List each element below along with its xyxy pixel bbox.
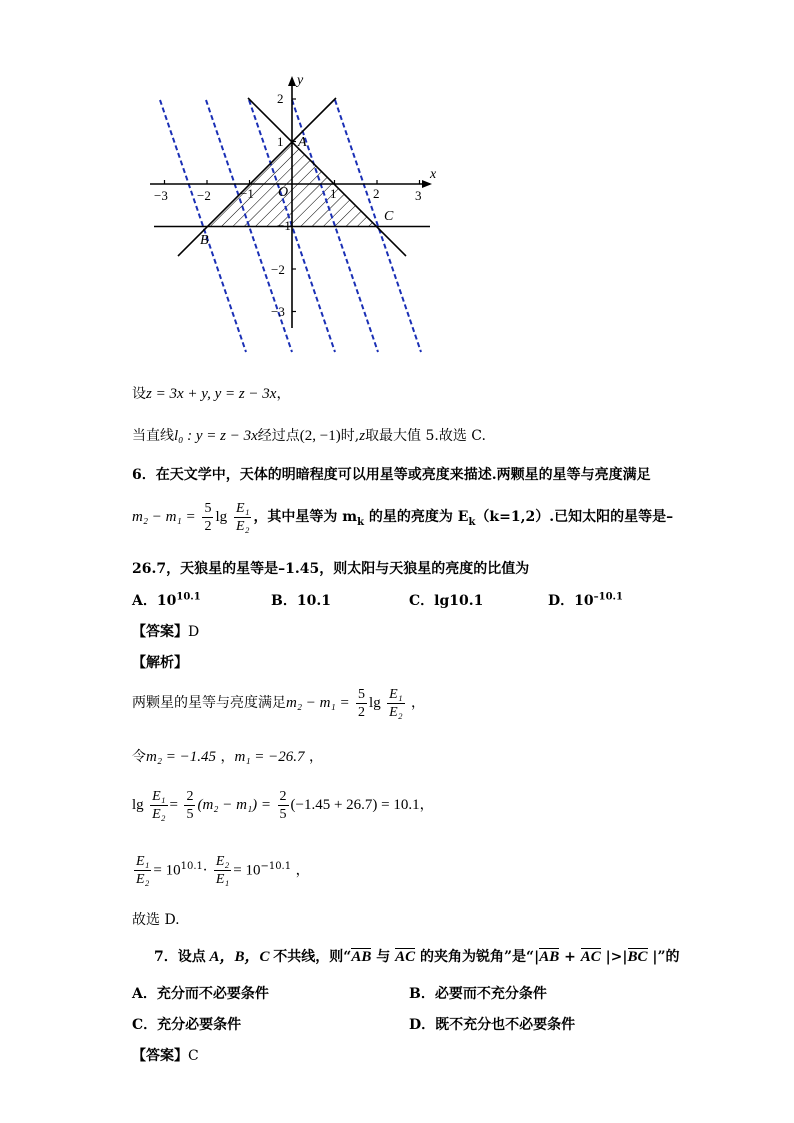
- q6-analysis-label: 【解析】: [132, 655, 188, 671]
- sol-frac-e1-e2: $\frac{\text{E₁}}{\text{E₂}}$: [136, 854, 150, 888]
- sol-text: 令: [132, 749, 146, 765]
- sol-math: = 10: [153, 862, 181, 879]
- sol-sup: −10.1: [260, 861, 292, 872]
- sol5-text: 时,: [340, 428, 360, 444]
- sol-frac-2-5: $\frac{2}{5}$: [186, 788, 194, 822]
- q7-text: 不共线，则“: [273, 949, 352, 965]
- sol-dot: ·: [202, 862, 208, 879]
- option-label: A．10: [132, 593, 177, 609]
- y-tick-label: 2: [277, 91, 284, 106]
- sol5-line2: [132, 425, 486, 445]
- sol-math: (−1.45 + 26.7) = 10.1: [290, 797, 420, 813]
- sol-frac-e1-e2: $\frac{\text{E₁}}{\text{E₂}}$: [389, 686, 403, 720]
- q6-stem-text: （k=1,2）.已知太阳的星等是–: [475, 509, 674, 525]
- x-tick-label: −3: [154, 188, 168, 203]
- option-label: B．10.1: [271, 593, 331, 609]
- q6-sol-line2: [132, 746, 323, 766]
- sol5-math: z = 3x + y, y = z − 3x: [146, 386, 277, 402]
- frac-num: 5: [204, 500, 212, 516]
- answer-value: D: [188, 624, 200, 640]
- sol-frac-e2-e1: $\frac{\text{E₂}}{\text{E₁}}$: [215, 854, 230, 888]
- sol-math: m₂ − m₁ =: [286, 695, 350, 711]
- q7-option-a: A．充分而不必要条件: [132, 986, 269, 1002]
- frac-den: E₂: [236, 518, 250, 534]
- q6-option-a: [132, 590, 201, 610]
- q6-lg: lg: [215, 509, 228, 525]
- q6-option-d: [548, 590, 623, 610]
- q7-text: 与: [371, 949, 396, 965]
- sol5-point: (2, −1): [299, 428, 341, 444]
- q6-stem-text: 的星的亮度为 E: [364, 509, 469, 525]
- point-label-b: B: [200, 233, 209, 248]
- feasible-region-graph: [140, 70, 450, 360]
- sol5-text: 取最大值 5.故选 C.: [365, 428, 486, 444]
- sol5-math-z: z: [359, 428, 366, 444]
- sol-sup: 10.1: [180, 861, 203, 872]
- option-sup: –10.1: [593, 591, 623, 603]
- q6-option-b: [271, 590, 331, 610]
- option-sup: 10.1: [176, 591, 201, 603]
- sol-punct: ，: [411, 695, 426, 711]
- sol-punct: ，: [220, 749, 235, 765]
- sol-math: m₁ = −26.7: [234, 749, 305, 765]
- x-tick-label: −1: [240, 186, 254, 201]
- vector-ac: AC: [395, 949, 416, 965]
- y-tick-label: −1: [277, 218, 291, 233]
- q6-sub: k: [357, 516, 365, 528]
- sol5-math: l₀ : y = z − 3x: [174, 428, 258, 444]
- q7-option-b: B．必要而不充分条件: [409, 986, 547, 1002]
- point-label-a: A: [298, 135, 307, 150]
- y-tick-label: −3: [271, 304, 285, 319]
- sol-frac-2-5: $\frac{2}{5}$: [279, 788, 287, 822]
- q6-stem-text: ，其中星等为 m: [253, 509, 358, 525]
- q6-stem-line2: [132, 498, 673, 542]
- option-label: D．10: [548, 593, 594, 609]
- y-axis-label: y: [297, 73, 304, 88]
- x-tick-label: 2: [373, 186, 380, 201]
- x-tick-label: −2: [197, 188, 211, 203]
- q6-sol-line4: [132, 848, 310, 890]
- q6-sol-line1: 两颗星的星等与亮度满足m₂ − m₁ = $\frac{5}{2}$ lg $\frac{\text{E₁}}{\text{E₂}}$ ，: [132, 686, 426, 720]
- sol-punct: ，: [309, 749, 323, 765]
- sol5-line1: [132, 383, 290, 403]
- sol-punct: ，: [295, 862, 310, 879]
- sol-text: 两颗星的星等与亮度满足: [132, 695, 286, 711]
- q6-option-c: [409, 590, 483, 610]
- vector-ab: AB: [351, 949, 372, 965]
- q7-text: |”的: [647, 949, 680, 965]
- q7-plus: +: [559, 949, 581, 965]
- frac-num: E₁: [236, 500, 250, 516]
- q7-text: 的夹角为锐角”是“|: [415, 949, 540, 965]
- q6-formula-lhs: m₂ − m₁ =: [132, 509, 196, 525]
- q6-frac-e1-e2: [234, 500, 251, 535]
- point-label-c: C: [384, 209, 394, 224]
- q6-stem-line3: 26.7，天狼星的星等是–1.45，则太阳与天狼星的亮度的比值为: [132, 561, 530, 577]
- option-label: C．lg10.1: [409, 593, 484, 609]
- q7-text: 7．设点: [154, 949, 206, 965]
- y-axis-arrow-icon: [288, 76, 296, 86]
- sol-eq: =: [169, 797, 179, 813]
- q7-text: |>|: [600, 949, 628, 965]
- q7-option-c: C．充分必要条件: [132, 1017, 242, 1033]
- sol-frac-5-2: $\frac{5}{2}$: [358, 686, 366, 720]
- q6-answer: [132, 621, 199, 641]
- origin-label: O: [278, 185, 289, 200]
- y-tick-label: 1: [277, 134, 284, 149]
- q6-frac-5-2: [202, 500, 213, 535]
- q7-points: A，B，C: [205, 949, 274, 965]
- y-tick-label: −2: [271, 262, 285, 277]
- sol5-text: 设: [132, 386, 146, 402]
- sol5-punct: ，: [276, 386, 291, 402]
- x-tick-label: 3: [415, 188, 422, 203]
- sol5-text: 经过点: [257, 428, 300, 444]
- answer-label: 【答案】: [132, 624, 188, 640]
- vector-ab: AB: [539, 949, 560, 965]
- q7-stem: [154, 945, 680, 966]
- q6-stem-line1: 6．在天文学中，天体的明暗程度可以用星等或亮度来描述.两颗星的星等与亮度满足: [132, 467, 651, 483]
- vector-bc: BC: [627, 949, 648, 965]
- answer-value: C: [188, 1048, 199, 1064]
- sol-frac-e1-e2: $\frac{\text{E₁}}{\text{E₂}}$: [152, 788, 166, 822]
- q7-option-d: D．既不充分也不必要条件: [409, 1017, 576, 1033]
- q6-sol-line3: [132, 786, 434, 824]
- x-axis-label: x: [430, 167, 437, 182]
- x-tick-label: 1: [330, 186, 337, 201]
- sol-math: (m₂ − m₁) =: [197, 797, 272, 813]
- sol-math: = 10: [233, 862, 261, 879]
- answer-label: 【答案】: [132, 1048, 188, 1064]
- q6-conclusion: 故选 D.: [132, 912, 180, 928]
- q7-answer: [132, 1045, 199, 1065]
- q6-sub: k: [468, 516, 476, 528]
- sol-punct: ，: [419, 797, 434, 813]
- sol5-text: 当直线: [132, 428, 174, 444]
- sol-math: m₂ = −1.45: [146, 749, 217, 765]
- sol-lg: lg: [132, 797, 144, 813]
- vector-ac: AC: [580, 949, 601, 965]
- frac-den: 2: [204, 518, 212, 534]
